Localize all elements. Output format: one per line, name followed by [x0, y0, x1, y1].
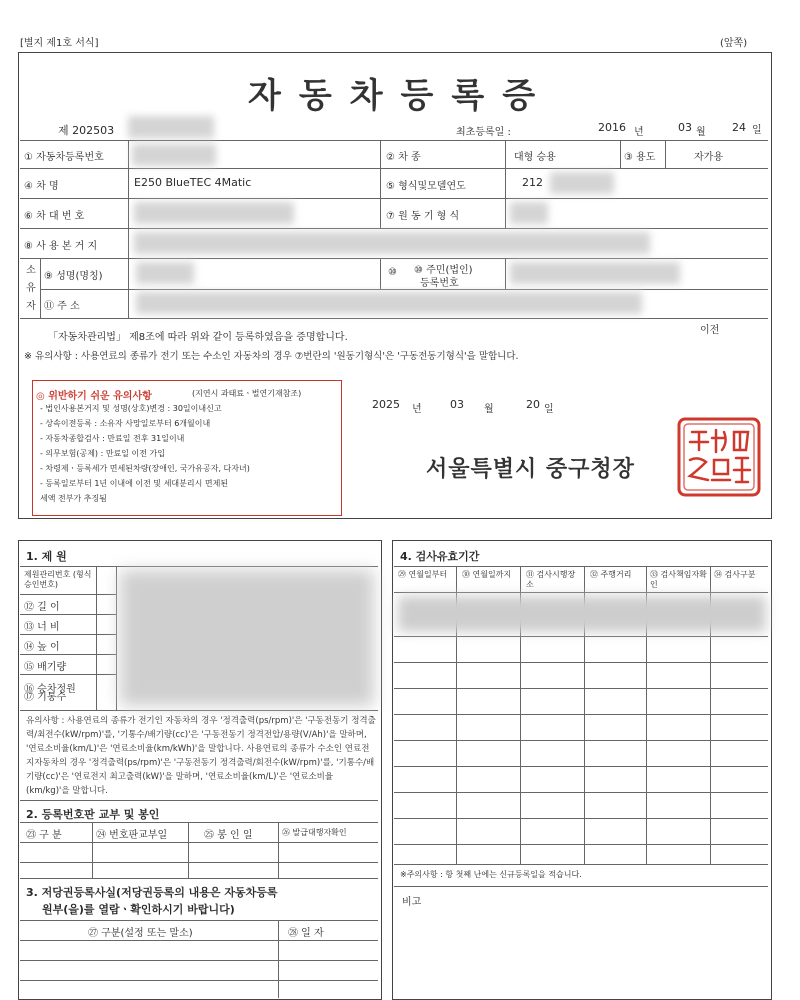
warning-item-2: - 상속이전등록 : 소유자 사망일로부터 6개월이내: [40, 419, 211, 428]
lien-title-2: 원부(을)를 열람ㆍ확인하시기 바랍니다): [42, 903, 235, 916]
grid-line: [20, 822, 378, 823]
grid-line: [20, 862, 378, 863]
grid-line: [394, 636, 768, 637]
inspection-col-to: ㉚ 연월일까지: [462, 570, 512, 579]
official-seal-icon: [676, 416, 762, 498]
grid-line: [665, 140, 666, 168]
base-label: ⑧ 사 용 본 거 지: [24, 241, 98, 252]
inspection-col-inspector: ㉝ 검사책임자확인: [650, 570, 707, 589]
owner-side-label: 소유자: [26, 265, 36, 312]
grid-line: [394, 766, 768, 767]
grid-line: [92, 822, 93, 878]
first-reg-year: 2016: [598, 121, 626, 134]
cert-number: 제 202503: [58, 124, 115, 137]
model-value: E250 BlueTEC 4Matic: [134, 176, 252, 189]
specs-row-mgmt: 제원관리번호 (형식승인번호): [24, 570, 92, 589]
warning-item-3: - 자동차종합검사 : 만료일 전후 31일이내: [40, 434, 185, 443]
certificate-title: 자동차등록증: [248, 76, 554, 116]
grid-line: [20, 168, 768, 169]
inspection-col-place: ㉛ 검사시행장소: [526, 570, 576, 589]
grid-line: [20, 654, 116, 655]
reg-no-redacted: [132, 144, 216, 166]
grid-line: [380, 140, 381, 228]
grid-line: [394, 864, 768, 865]
grid-line: [394, 740, 768, 741]
specs-values-redacted: [120, 570, 374, 706]
issue-day: 20: [526, 398, 540, 411]
inspection-title: 4. 검사유효기간: [400, 550, 480, 563]
grid-line: [128, 140, 129, 258]
name-label: ⑨ 성명(명칭): [44, 271, 103, 282]
first-reg-day: 24: [732, 121, 746, 134]
warning-item-6: - 등록일로부터 1년 이내에 이전 및 세대분리시 면제된: [40, 479, 229, 488]
plate-col-issue-date: ㉔ 번호판교부일: [96, 830, 168, 841]
grid-line: [20, 614, 116, 615]
id-label-1: ⑩ 주민(법인): [414, 265, 473, 276]
warning-title-sub: (지연시 과태료ㆍ벌연기재참조): [192, 389, 302, 398]
name-redacted: [136, 262, 194, 284]
model-label: ④ 차 명: [24, 181, 59, 192]
warning-item-7: 세액 전부가 추징됨: [40, 494, 107, 503]
issue-day-unit: 일: [544, 404, 554, 415]
grid-line: [394, 844, 768, 845]
addr-label: ⑪ 주 소: [44, 301, 80, 312]
grid-line: [128, 258, 129, 318]
grid-line: [20, 198, 768, 199]
grid-line: [278, 920, 279, 998]
grid-line: [20, 594, 116, 595]
reg-no-label: ① 자동차등록번호: [24, 152, 104, 163]
inspection-col-mileage: ㉜ 주행거리: [590, 570, 632, 579]
warning-title: ◎ 위반하기 쉬운 유의사항: [36, 391, 152, 402]
grid-line: [620, 140, 621, 168]
transfer-label: 이전: [700, 325, 720, 336]
grid-line: [20, 980, 378, 981]
issue-year: 2025: [372, 398, 400, 411]
car-type-value: 대형 승용: [514, 152, 556, 163]
grid-line: [278, 822, 279, 878]
inspection-remarks: 비고: [402, 897, 422, 908]
vin-label: ⑥ 차 대 번 호: [24, 211, 85, 222]
grid-line: [394, 688, 768, 689]
grid-line: [505, 258, 506, 289]
grid-line: [20, 258, 768, 259]
inspection-col-from: ㉙ 연월일부터: [398, 570, 448, 579]
inspection-col-type: ㉞ 검사구분: [714, 570, 756, 579]
first-reg-day-unit: 일: [752, 125, 762, 136]
lien-title-1: 3. 저당권등록사실(저당권등록의 내용은 자동차등록: [26, 886, 278, 899]
grid-line: [380, 258, 381, 289]
lien-col-date: ㉘ 일 자: [288, 928, 324, 939]
issue-year-unit: 년: [412, 404, 422, 415]
grid-line: [20, 634, 116, 635]
grid-line: [116, 566, 117, 710]
issue-month-unit: 월: [484, 404, 494, 415]
grid-line: [20, 842, 378, 843]
specs-row-displacement: ⑮ 배기량: [24, 662, 67, 673]
grid-line: [394, 662, 768, 663]
warning-item-1: - 법인사용본거지 및 성명(상호)변경 : 30일이내신고: [40, 404, 222, 413]
specs-row-seats: ⑯ 승차정원: [24, 684, 76, 695]
lien-col-type: ㉗ 구분(설정 또는 말소): [88, 928, 193, 939]
grid-line: [394, 592, 768, 593]
specs-row-cylinders: ⑰ 기통수: [24, 692, 67, 703]
vin-redacted: [134, 202, 294, 224]
use-label: ③ 용도: [624, 152, 656, 163]
grid-line: [20, 710, 378, 711]
first-reg-label: 최초등록일 :: [456, 127, 511, 138]
grid-line: [188, 822, 189, 878]
addr-redacted: [136, 292, 642, 314]
plate-col-agent: ㉖ 발급대행자확인: [282, 828, 347, 837]
id-redacted: [510, 262, 680, 284]
model-year-value: 212: [522, 176, 543, 189]
use-value: 자가용: [694, 152, 723, 163]
grid-line: [394, 566, 768, 567]
grid-line: [20, 940, 378, 941]
grid-line: [20, 800, 378, 801]
grid-line: [394, 886, 768, 887]
first-reg-year-unit: 년: [634, 127, 644, 138]
side-label: (앞쪽): [720, 38, 748, 49]
engine-redacted: [510, 202, 548, 224]
grid-line: [20, 318, 768, 319]
grid-line: [394, 714, 768, 715]
statement-line-2: ※ 유의사항 : 사용연료의 종류가 전기 또는 수소인 자동차의 경우 ⑦번란의 '원동기형식'은 '구동전동기형식'을 말합니다.: [24, 351, 519, 362]
first-reg-month-unit: 월: [696, 127, 706, 138]
plate-col-seal-date: ㉕ 봉 인 일: [204, 830, 253, 841]
plate-title: 2. 등록번호판 교부 및 봉인: [26, 808, 160, 821]
id-prefix-icon: ⑩: [388, 267, 397, 278]
grid-line: [20, 920, 378, 921]
specs-row-width: ⑬ 너 비: [24, 622, 60, 633]
plate-col-type: ㉓ 구 분: [26, 830, 62, 841]
engine-label: ⑦ 원 동 기 형 식: [386, 211, 460, 222]
id-label-2: 등록번호: [420, 278, 459, 289]
grid-line: [40, 258, 41, 318]
grid-line: [40, 289, 768, 290]
grid-line: [20, 566, 378, 567]
model-year-redacted: [550, 172, 614, 194]
warning-item-5: - 차령제ㆍ등록세가 면세된차량(장애인, 국가유공자, 다자녀): [40, 464, 250, 473]
warning-item-4: - 의무보험(공제) : 만료일 이전 가입: [40, 449, 166, 458]
grid-line: [20, 228, 768, 229]
grid-line: [20, 140, 768, 141]
form-label: [별지 제1호 서식]: [20, 38, 99, 49]
cert-number-redacted: [128, 116, 214, 138]
inspection-row-redacted: [398, 596, 766, 632]
grid-line: [394, 792, 768, 793]
specs-title: 1. 제 원: [26, 550, 67, 563]
specs-note: 유의사항 : 사용연료의 종류가 전기인 자동차의 경우 '정격출력(ps/rpm)'은 '구동전동기 정격출력/최전수(kW/rpm)'를, '기통수/배기량(cc)'은 '구동전동기 정격전압/용량(V/Ah)'을 말하며, '연료소비율(km/L)'은 '연료소비율(km/kWh)'을 말합니다. 사용연료의 종류가 수소인 연료전지자동차의 경우 '정격출력(ps/rpm)'은 '구동전동기 정격출력/회전수(kW/rpm)'를, '기통수/배기량(cc)'은 '연료전지 최고출력(kW)'을 말하며, '연료소비율(km/L)'은 '연료소비율(km/kg)'을 말합니다.: [26, 716, 376, 796]
car-type-label: ② 차 종: [386, 152, 421, 163]
inspection-note: ※주의사항 : 항 첫째 난에는 신규등록일을 적습니다.: [400, 870, 582, 879]
issuer-name: 서울특별시 중구청장: [426, 457, 635, 482]
statement-line-1: 「자동차관리법」 제8조에 따라 위와 같이 등록하였음을 증명합니다.: [48, 332, 348, 343]
model-year-label: ⑤ 형식및모델연도: [386, 181, 466, 192]
grid-line: [394, 818, 768, 819]
grid-line: [20, 878, 378, 879]
issue-month: 03: [450, 398, 464, 411]
base-redacted: [134, 232, 650, 254]
grid-line: [20, 674, 116, 675]
grid-line: [20, 960, 378, 961]
grid-line: [505, 140, 506, 228]
specs-row-height: ⑭ 높 이: [24, 642, 60, 653]
grid-line: [96, 566, 97, 710]
first-reg-month: 03: [678, 121, 692, 134]
specs-row-length: ⑫ 길 이: [24, 602, 60, 613]
